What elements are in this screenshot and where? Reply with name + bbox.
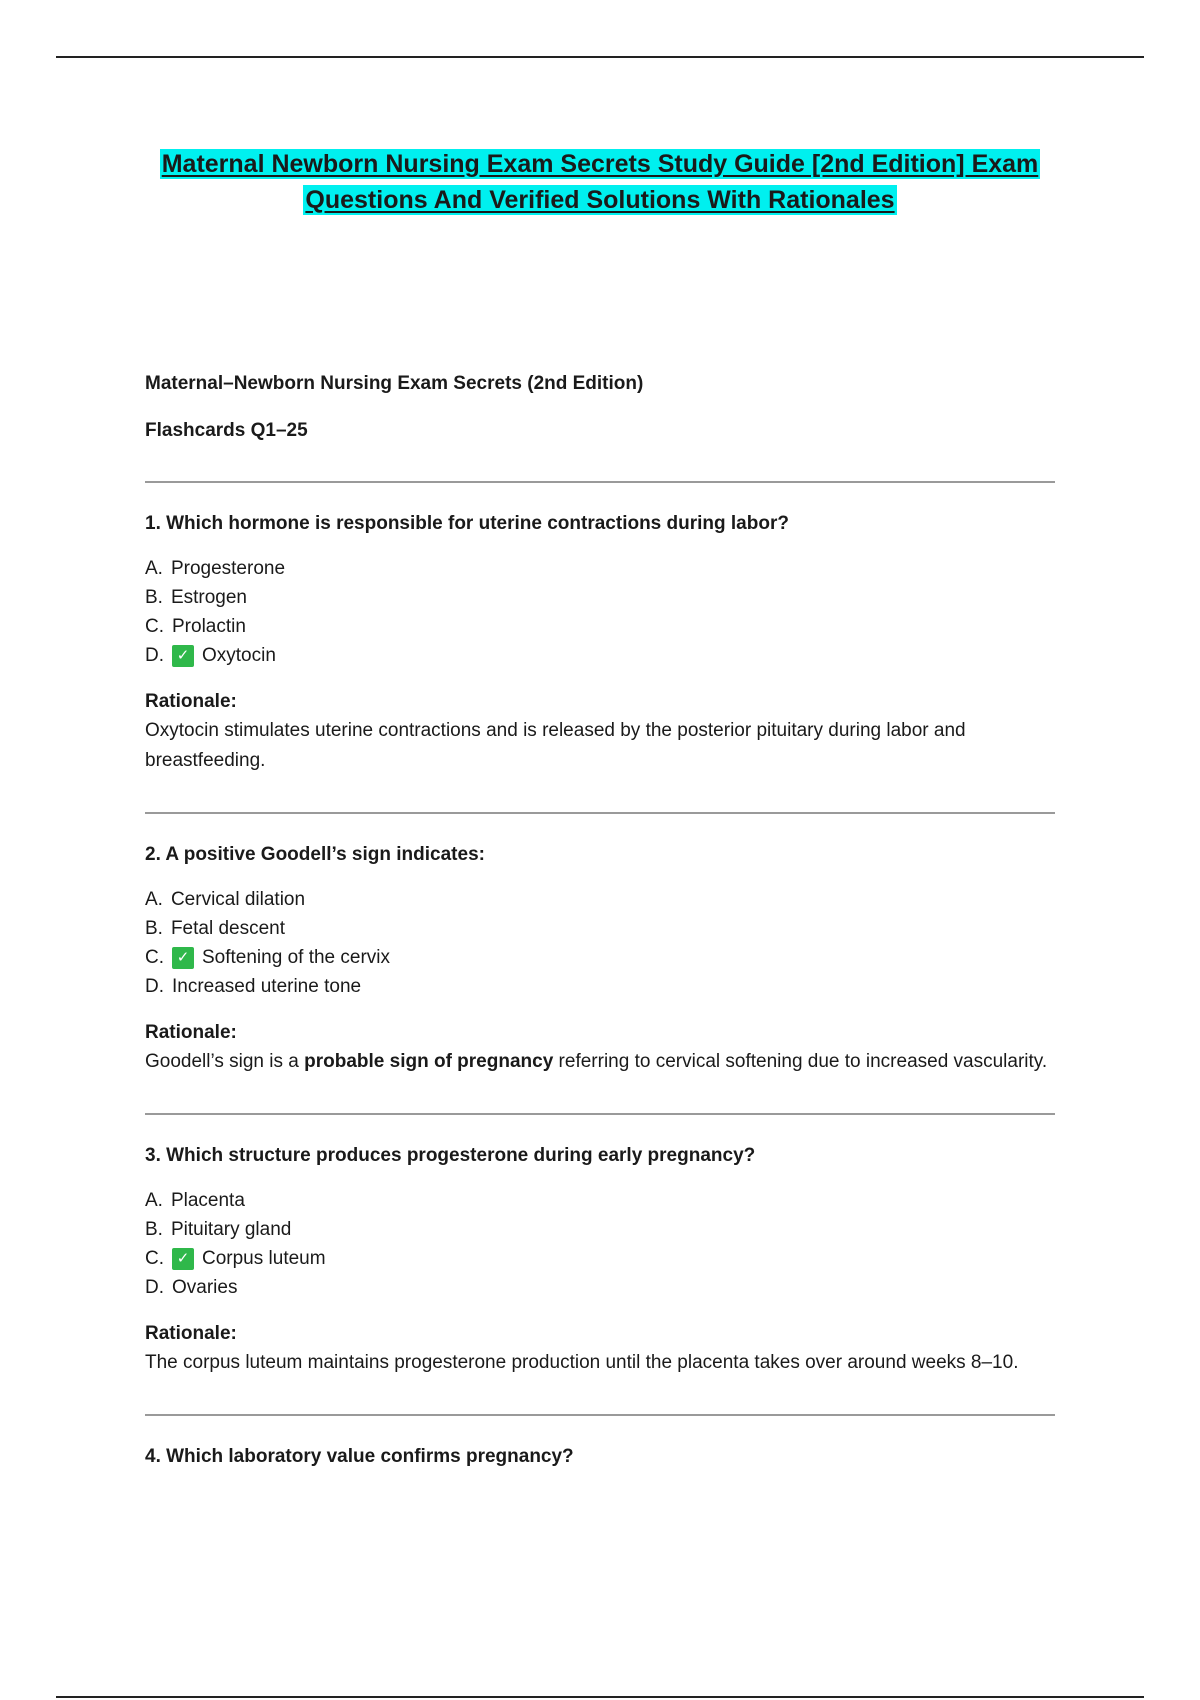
rationale-label: Rationale: bbox=[145, 1323, 237, 1344]
option-text: Progesterone bbox=[170, 558, 286, 579]
rationale-text-start: Goodell’s sign is a bbox=[145, 1051, 305, 1072]
question-text: 1. Which hormone is responsible for uterine contractions during labor? bbox=[145, 513, 789, 534]
option-letter: A. bbox=[145, 558, 163, 579]
document-subtitle: Maternal–Newborn Nursing Exam Secrets (2nd Edition) bbox=[145, 373, 644, 394]
question-2 bbox=[145, 814, 1055, 1113]
option-letter: C. bbox=[145, 947, 164, 968]
option-c bbox=[145, 612, 1055, 641]
option-letter: D. bbox=[145, 976, 164, 997]
option-a bbox=[145, 1186, 1055, 1215]
document-body bbox=[145, 370, 1055, 1487]
option-b bbox=[145, 1215, 1055, 1244]
question-4 bbox=[145, 1416, 1055, 1471]
rationale-text bbox=[145, 1047, 1055, 1077]
rationale-text: Oxytocin stimulates uterine contractions and is released by the posterior pituitary during labor and breastfeeding. bbox=[145, 720, 966, 771]
document-title: Maternal Newborn Nursing Exam Secrets Study Guide [2nd Edition] Exam Questions And Verified Solutions With Rationales bbox=[161, 150, 1039, 214]
option-a bbox=[145, 885, 1055, 914]
option-text: Softening of the cervix bbox=[202, 947, 390, 968]
option-a bbox=[145, 554, 1055, 583]
option-letter: D. bbox=[145, 645, 164, 666]
option-text: Oxytocin bbox=[202, 645, 276, 666]
question-1 bbox=[145, 483, 1055, 812]
option-letter: D. bbox=[145, 1277, 164, 1298]
rationale-text: The corpus luteum maintains progesterone production until the placenta takes over around weeks 8–10. bbox=[145, 1352, 1019, 1373]
option-b bbox=[145, 914, 1055, 943]
rationale-label: Rationale: bbox=[145, 1022, 237, 1043]
option-text: Pituitary gland bbox=[170, 1219, 292, 1240]
rationale-text-end: referring to cervical softening due to increased vascularity. bbox=[553, 1051, 1048, 1072]
option-letter: B. bbox=[145, 918, 163, 939]
option-text: Increased uterine tone bbox=[172, 976, 362, 997]
option-c-correct bbox=[145, 943, 1055, 972]
top-rule bbox=[56, 56, 1144, 58]
check-mark-icon: ✓ bbox=[172, 1248, 194, 1270]
option-text: Fetal descent bbox=[170, 918, 286, 939]
option-text: Estrogen bbox=[170, 587, 247, 608]
check-mark-icon: ✓ bbox=[172, 645, 194, 667]
bottom-rule bbox=[56, 1696, 1144, 1698]
option-text: Cervical dilation bbox=[170, 889, 306, 910]
flashcards-label: Flashcards Q1–25 bbox=[145, 420, 308, 441]
option-letter: B. bbox=[145, 1219, 163, 1240]
question-3 bbox=[145, 1115, 1055, 1414]
rationale-emphasis: probable sign of pregnancy bbox=[304, 1051, 554, 1072]
option-d-correct bbox=[145, 641, 1055, 670]
option-d bbox=[145, 972, 1055, 1001]
option-text: Placenta bbox=[170, 1190, 245, 1211]
question-text: 3. Which structure produces progesterone during early pregnancy? bbox=[145, 1145, 756, 1166]
option-letter: B. bbox=[145, 587, 163, 608]
check-mark-icon: ✓ bbox=[172, 947, 194, 969]
option-letter: C. bbox=[145, 1248, 164, 1269]
option-text: Ovaries bbox=[172, 1277, 238, 1298]
rationale-label: Rationale: bbox=[145, 691, 237, 712]
option-text: Corpus luteum bbox=[202, 1248, 326, 1269]
option-d bbox=[145, 1273, 1055, 1302]
option-letter: A. bbox=[145, 889, 163, 910]
document-title-block bbox=[100, 146, 1100, 218]
option-text: Prolactin bbox=[172, 616, 246, 637]
option-c-correct bbox=[145, 1244, 1055, 1273]
option-letter: C. bbox=[145, 616, 164, 637]
option-letter: A. bbox=[145, 1190, 163, 1211]
question-text: 4. Which laboratory value confirms pregnancy? bbox=[145, 1446, 574, 1467]
question-text: 2. A positive Goodell’s sign indicates: bbox=[145, 844, 485, 865]
option-b bbox=[145, 583, 1055, 612]
